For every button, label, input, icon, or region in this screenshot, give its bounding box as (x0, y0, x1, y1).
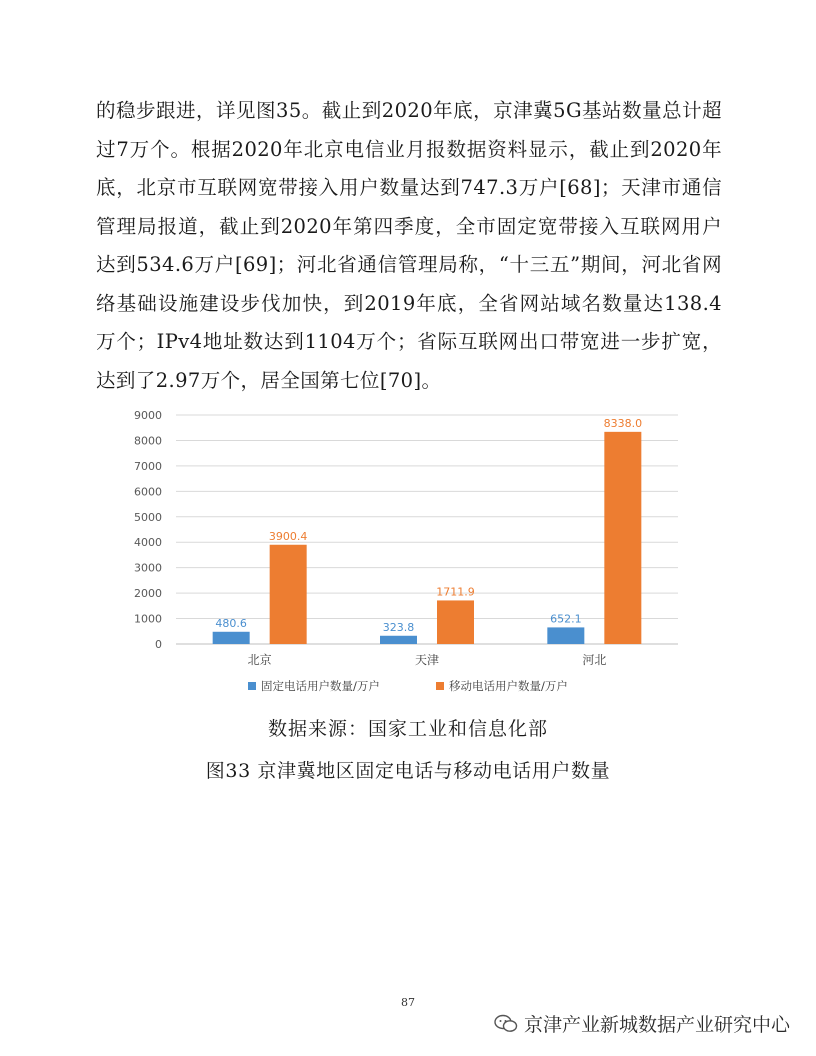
bar-chart (118, 400, 698, 710)
bar (604, 432, 641, 644)
category-label: 河北 (582, 653, 607, 667)
bar (270, 545, 307, 644)
legend-swatch (248, 682, 256, 690)
legend-label: 固定电话用户数量/万户 (261, 679, 380, 693)
y-tick-label: 7000 (134, 459, 162, 473)
category-label: 北京 (247, 653, 272, 667)
y-tick-label: 0 (155, 638, 162, 651)
bar (213, 632, 250, 644)
legend-swatch (436, 682, 444, 690)
bar (547, 627, 584, 644)
figure-caption: 图33 京津冀地区固定电话与移动电话用户数量 (205, 760, 611, 782)
data-label: 652.1 (550, 612, 582, 626)
body-paragraph (96, 92, 722, 400)
account-watermark (494, 1010, 790, 1037)
watermark-text: 京津产业新城数据产业研究中心 (523, 1014, 790, 1036)
legend-label: 移动电话用户数量/万户 (449, 679, 568, 693)
y-tick-label: 1000 (134, 612, 162, 626)
bar (380, 636, 417, 644)
y-tick-label: 2000 (134, 587, 162, 601)
wechat-icon (494, 1014, 518, 1034)
data-source-note: 数据来源：国家工业和信息化部 (267, 718, 548, 740)
y-tick-label: 4000 (134, 536, 162, 550)
data-label: 8338.0 (603, 416, 643, 430)
y-tick-label: 9000 (134, 409, 162, 422)
data-label: 323.8 (382, 620, 415, 634)
paragraph-text: 的稳步跟进，详见图35。截止到2020年底，京津冀5G基站数量总计超过7万个。根据2020年北京电信业月报数据资料显示，截止到2020年底，北京市互联网宽带接入用户数量达到747.3万户[68]；天津市通信管理局报道，截止到2020年第四季度，全市固定宽带接入互联网用户达到534.6万户[69]；河北省通信管理局称，“十三五”期间，河北省网络基础设施建设步伐加快，到2019年底，全省网站域名数量达138.4万个；IPv4地址数达到1104万个；省际互联网出口带宽进一步扩宽，达到了2.97万个，居全国第七位[70]。 (96, 99, 722, 392)
bar (437, 600, 474, 644)
y-tick-label: 5000 (134, 510, 162, 524)
category-label: 天津 (414, 653, 440, 667)
bar-chart-svg (118, 400, 698, 710)
data-label: 480.6 (215, 616, 247, 630)
y-tick-label: 6000 (134, 485, 162, 499)
y-tick-label: 3000 (134, 561, 162, 575)
y-tick-label: 8000 (134, 434, 162, 448)
data-label: 3900.4 (268, 529, 308, 543)
data-label: 1711.9 (436, 585, 475, 599)
page-number: 87 (401, 996, 415, 1009)
